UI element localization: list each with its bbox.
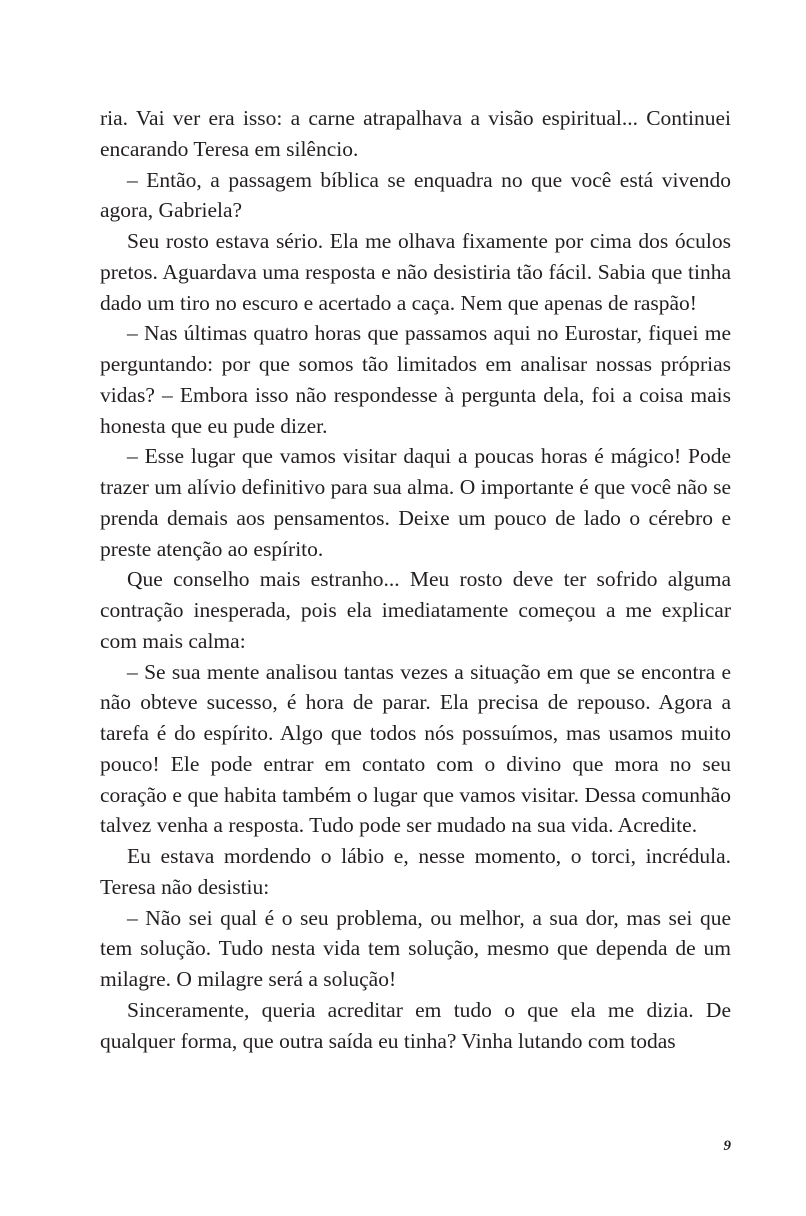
paragraph-dialogue-spirit: – Se sua mente analisou tantas vezes a situação em que se encontra e não obteve sucesso, é hora de parar. Ela precisa de repouso. Agora a tarefa é do espírito. Algo que todos nós possuímos, mas usamos muito pouco! Ele pode entrar em contato com o divino que mora no seu coração e que habita também o lugar que vamos visitar. Dessa comunhão talvez venha a resposta. Tudo pode ser mudado na sua vida. Acredite. [100, 659, 731, 838]
paragraph-continuation: ria. Vai ver era isso: a carne atrapalhava a visão espiritual... Continuei encarando Teresa em silêncio. [100, 106, 731, 161]
book-page-text [100, 103, 731, 1056]
paragraph-strange-advice: Que conselho mais estranho... Meu rosto deve ter sofrido alguma contração inesperada, pois ela imediatamente começou a me explicar com mais calma: [100, 567, 731, 653]
paragraph-dialogue-eurostar: – Nas últimas quatro horas que passamos aqui no Eurostar, fiquei me perguntando: por que somos tão limitados em analisar nossas próprias vidas? – Embora isso não respondesse à pergunta dela, foi a coisa mais honesta que eu pude dizer. [100, 321, 731, 438]
paragraph-dialogue-magic-place: – Esse lugar que vamos visitar daqui a poucas horas é mágico! Pode trazer um alívio definitivo para sua alma. O importante é que você não se prenda demais aos pensamentos. Deixe um pouco de lado o cérebro e preste atenção ao espírito. [100, 444, 731, 561]
paragraph-sincerely: Sinceramente, queria acreditar em tudo o que ela me dizia. De qualquer forma, que outra saída eu tinha? Vinha lutando com todas [100, 997, 731, 1053]
paragraph-dialogue-miracle: – Não sei qual é o seu problema, ou melhor, a sua dor, mas sei que tem solução. Tudo nesta vida tem solução, mesmo que dependa de um milagre. O milagre será a solução! [100, 905, 731, 991]
paragraph-serious-face: Seu rosto estava sério. Ela me olhava fixamente por cima dos óculos pretos. Aguardava uma resposta e não desistiria tão fácil. Sabia que tinha dado um tiro no escuro e acertado a caça. Nem que apenas de raspão! [100, 229, 731, 315]
paragraph-dialogue-biblical-passage: – Então, a passagem bíblica se enquadra no que você está vivendo agora, Gabriela? [100, 167, 731, 223]
paragraph-biting-lip: Eu estava mordendo o lábio e, nesse momento, o torci, incrédula. Teresa não desistiu: [100, 844, 731, 899]
page-number: 9 [723, 1138, 731, 1154]
